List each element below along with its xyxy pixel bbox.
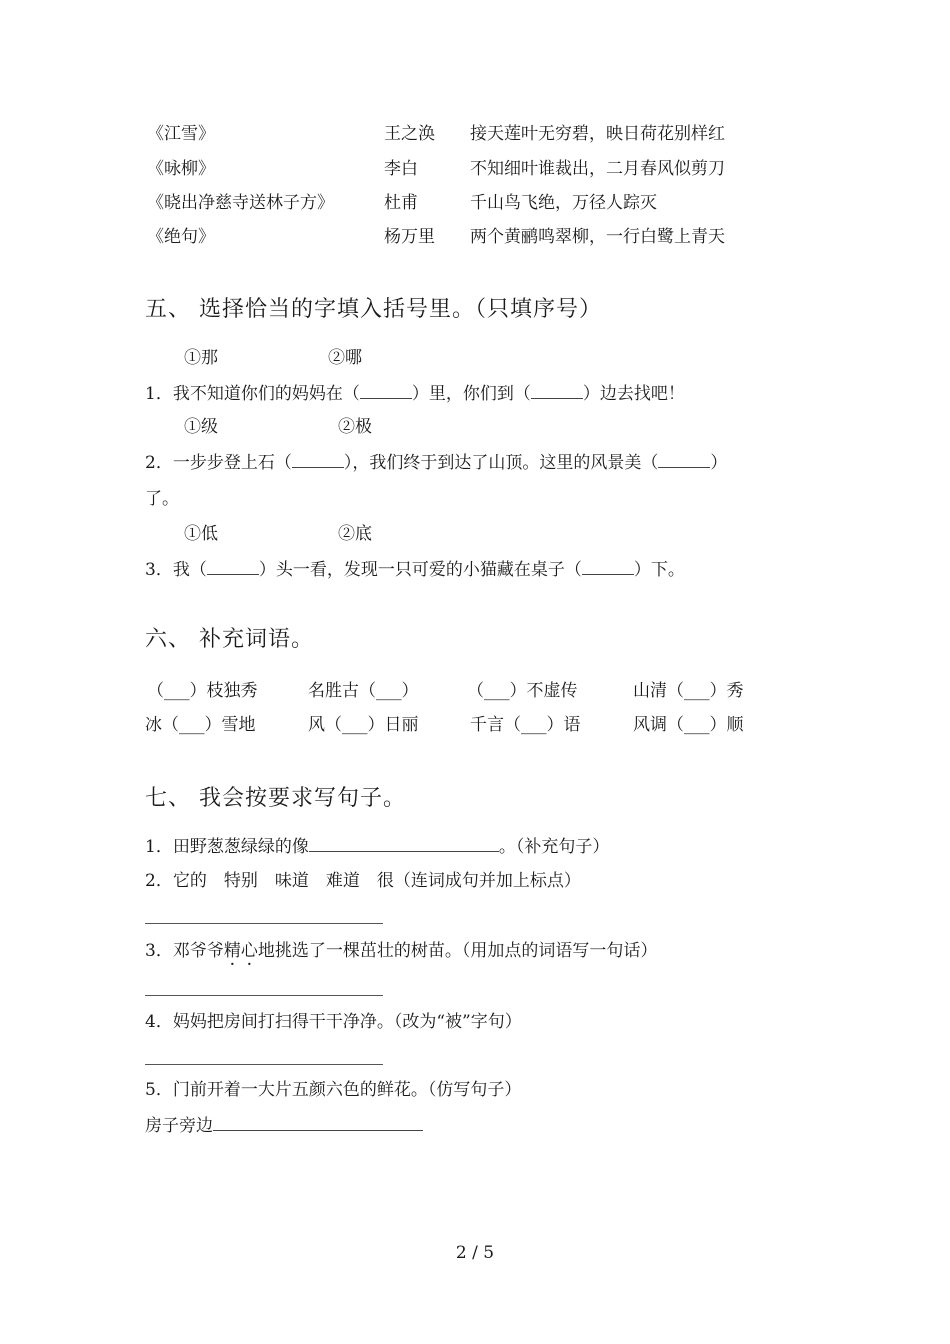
- section-7-heading: 七、 我会按要求写句子。: [145, 786, 406, 811]
- answer-blank[interactable]: [658, 451, 710, 468]
- option: ②极: [338, 417, 372, 437]
- section-5-heading: 五、 选择恰当的字填入括号里。（只填序号）: [145, 297, 602, 322]
- question-5-1: 1．我不知道你们的妈妈在（ ）里，你们到（ ）边去找吧！: [145, 384, 685, 404]
- idiom-item: 千言（___）语: [470, 715, 581, 735]
- answer-blank[interactable]: [582, 558, 634, 575]
- answer-blank[interactable]: [309, 835, 499, 852]
- idiom-item: 风（___）日丽: [308, 715, 419, 735]
- poem-author: 杜甫: [384, 193, 418, 213]
- question-7-5-answer: 房子旁边: [145, 1114, 423, 1137]
- idiom-item: 风调（___）顺: [633, 715, 744, 735]
- question-5-2: 2．一步步登上石（ ），我们终于到达了山顶。这里的风景美（ ）: [145, 453, 728, 473]
- option: ②哪: [328, 348, 362, 368]
- option: ①低: [184, 524, 218, 544]
- poem-title: 《绝句》: [147, 227, 215, 247]
- poem-title: 《咏柳》: [147, 159, 215, 179]
- idiom-item: 名胜古（___）: [308, 681, 419, 701]
- page-number: 2 / 5: [455, 1243, 495, 1263]
- section-6-heading: 六、 补充词语。: [145, 627, 314, 652]
- answer-blank[interactable]: [213, 1114, 423, 1131]
- poem-title: 《江雪》: [147, 124, 215, 144]
- answer-line[interactable]: [145, 995, 383, 996]
- poem-line: 接天莲叶无穷碧，映日荷花别样红: [470, 124, 725, 144]
- answer-blank[interactable]: [207, 558, 259, 575]
- answer-line[interactable]: [145, 1064, 383, 1065]
- idiom-item: 冰（___）雪地: [145, 715, 256, 735]
- emphasis-char: 精: [223, 941, 241, 961]
- question-7-3: 3．邓爷爷精心地挑选了一棵茁壮的树苗。（用加点的词语写一句话）: [145, 941, 658, 961]
- poem-author: 王之涣: [384, 124, 435, 144]
- poem-title: 《晓出净慈寺送林子方》: [147, 193, 334, 213]
- idiom-item: （___）枝独秀: [147, 681, 258, 701]
- question-7-5: 5．门前开着一大片五颜六色的鲜花。（仿写句子）: [145, 1080, 522, 1100]
- answer-line[interactable]: [145, 923, 383, 924]
- answer-blank[interactable]: [292, 451, 344, 468]
- poem-author: 杨万里: [384, 227, 435, 247]
- answer-blank[interactable]: [531, 382, 583, 399]
- emphasis-char: 心: [240, 941, 258, 961]
- poem-line: 千山鸟飞绝，万径人踪灭: [470, 193, 657, 213]
- option: ①级: [184, 417, 218, 437]
- option: ②底: [338, 524, 372, 544]
- answer-blank[interactable]: [360, 382, 412, 399]
- question-5-3: 3．我（ ）头一看，发现一只可爱的小猫藏在桌子（ ）下。: [145, 560, 685, 580]
- idiom-item: 山清（___）秀: [633, 681, 744, 701]
- question-7-2: 2．它的 特别 味道 难道 很（连词成句并加上标点）: [145, 871, 581, 891]
- option: ①那: [184, 348, 218, 368]
- question-7-4: 4．妈妈把房间打扫得干干净净。（改为“被”字句）: [145, 1012, 522, 1032]
- poem-line: 不知细叶谁裁出，二月春风似剪刀: [470, 159, 725, 179]
- poem-line: 两个黄鹂鸣翠柳，一行白鹭上青天: [470, 227, 725, 247]
- question-7-1: 1．田野葱葱绿绿的像 。（补充句子）: [145, 837, 610, 857]
- question-5-2-cont: 了。: [145, 489, 179, 509]
- poem-author: 李白: [384, 159, 418, 179]
- idiom-item: （___）不虚传: [467, 681, 578, 701]
